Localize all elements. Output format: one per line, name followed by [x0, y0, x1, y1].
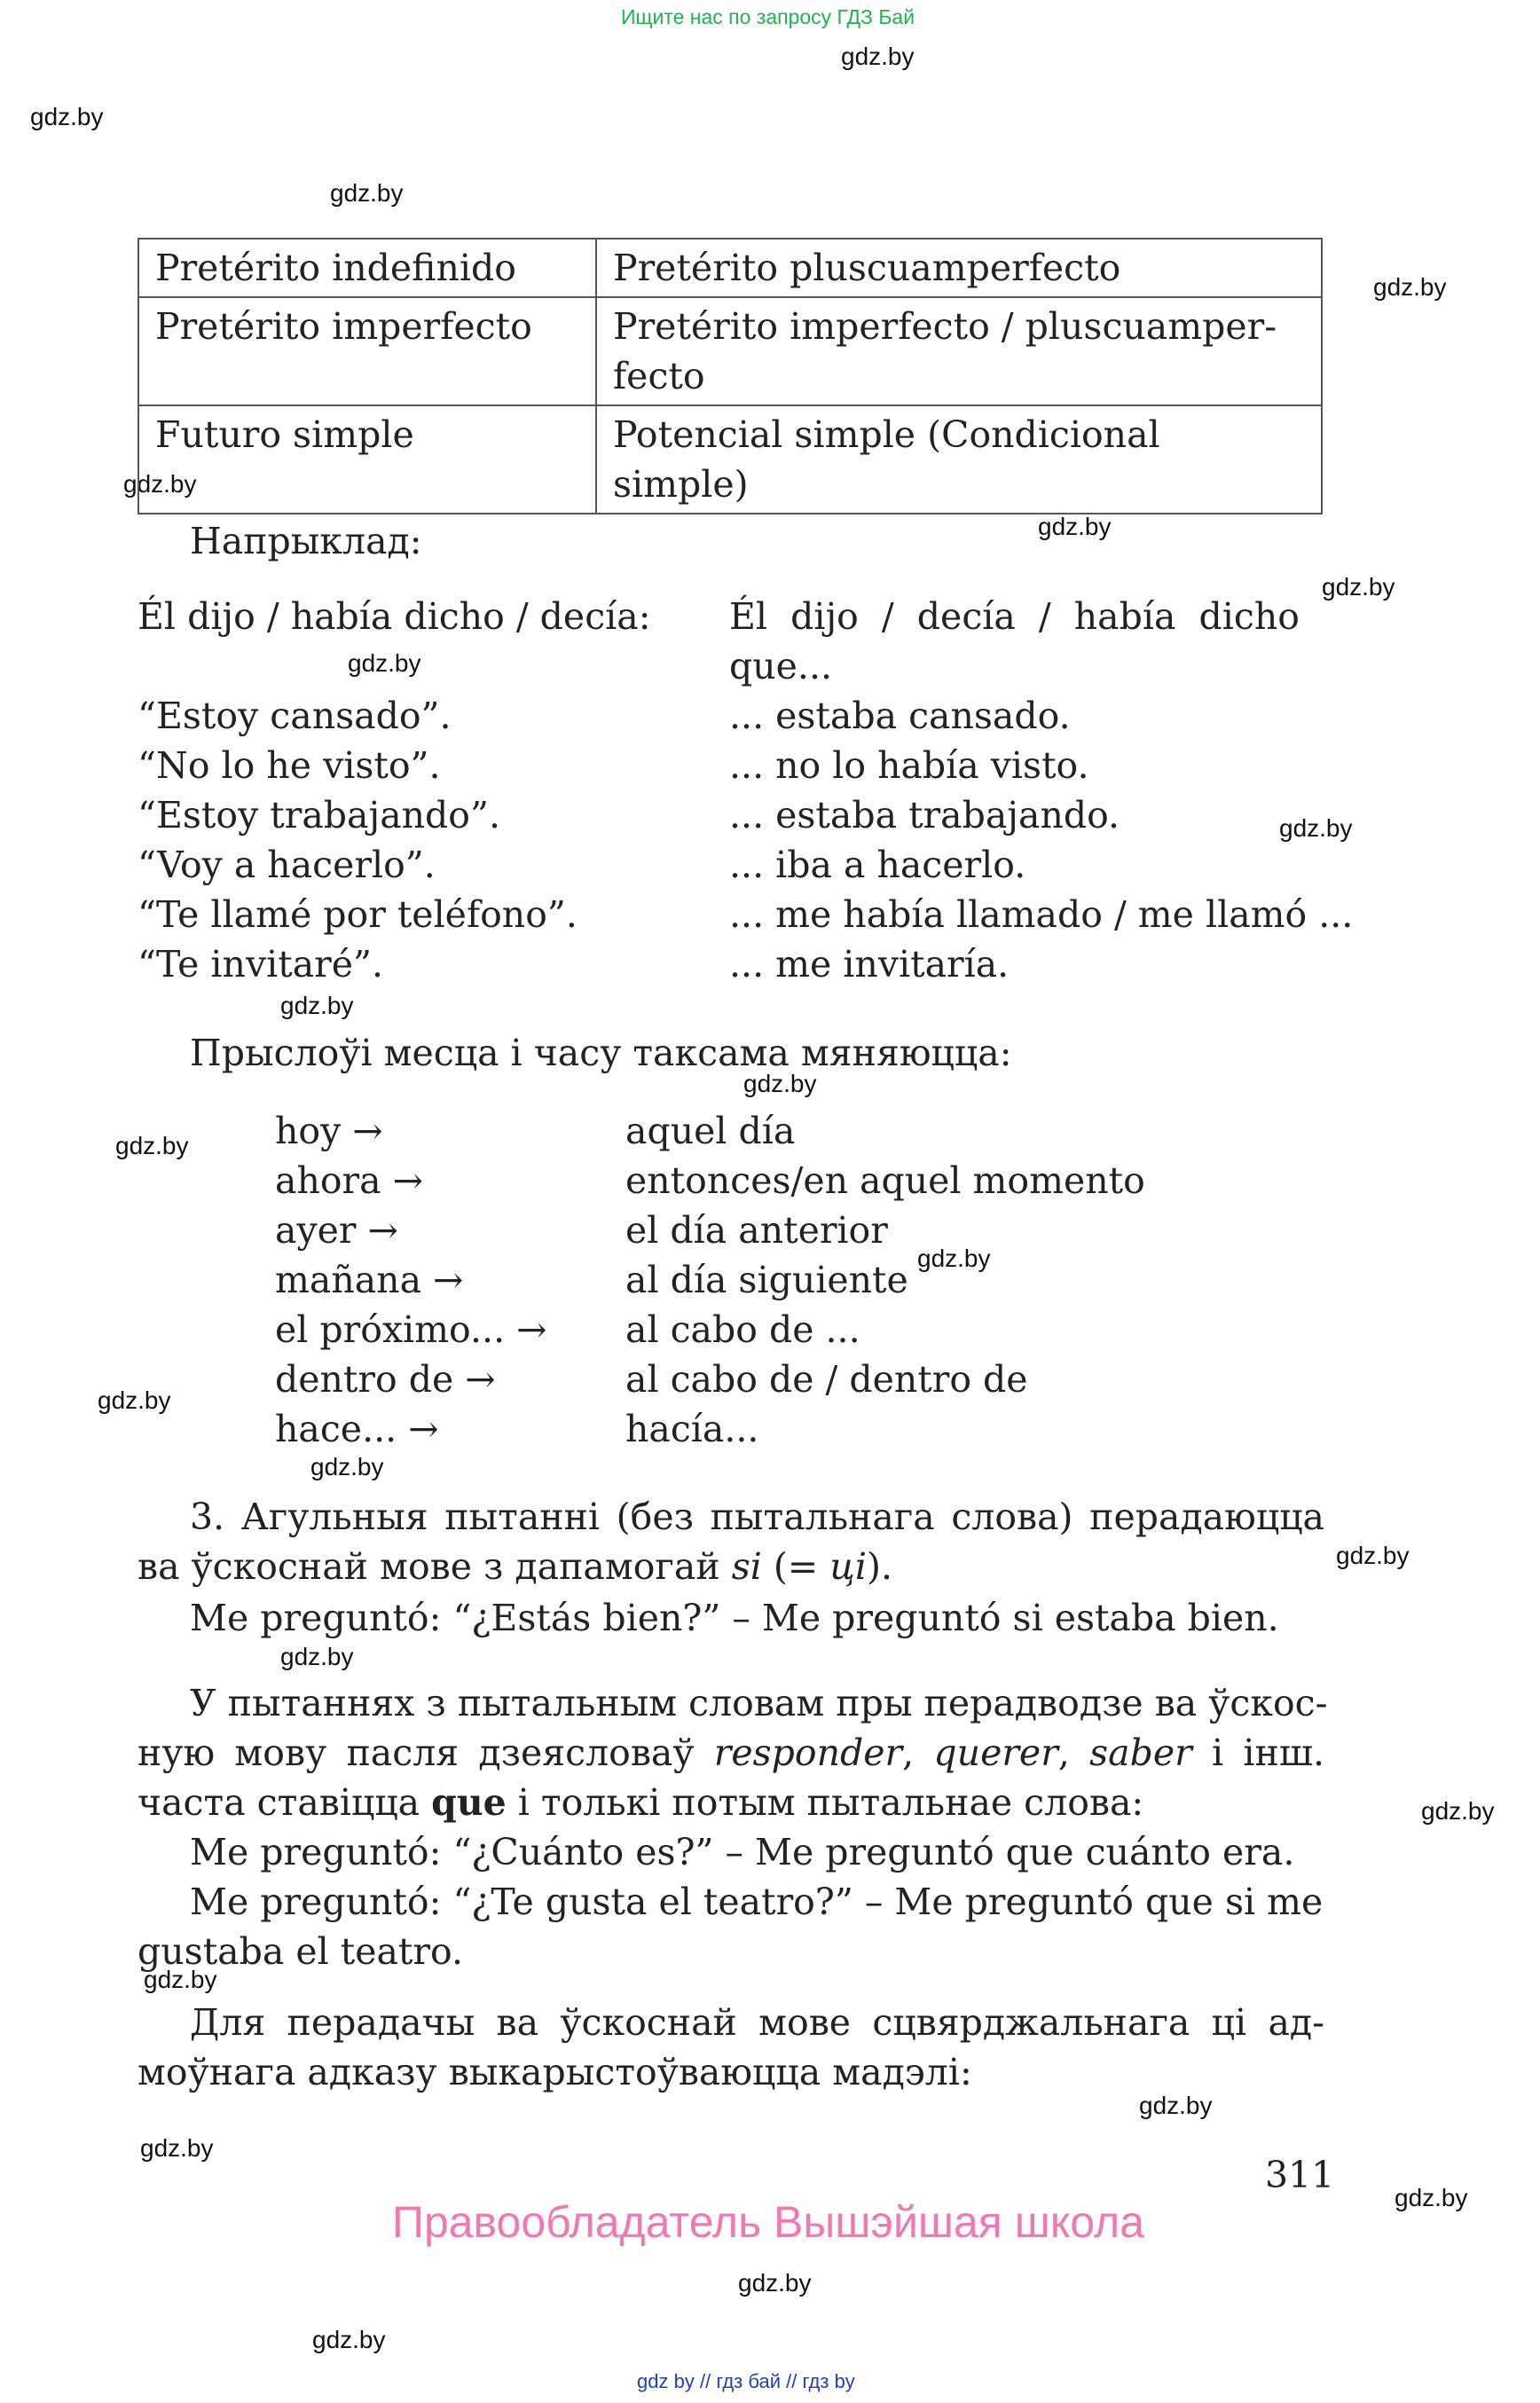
example-left-head: Él dijo / había dicho / decía:	[138, 595, 651, 638]
text: і толькі потым пытальнае слова:	[506, 1781, 1144, 1824]
watermark: gdz.by	[280, 992, 354, 1019]
table-row	[138, 239, 1322, 297]
watermark: gdz.by	[1279, 814, 1353, 842]
section3-line1: 3. Агульныя пытанні (без пытальнага слова) перадаюцца	[190, 1496, 1324, 1538]
verb: saber	[1089, 1732, 1192, 1774]
watermark: gdz.by	[115, 1132, 189, 1159]
si-word: si	[731, 1545, 762, 1588]
watermark: gdz.by	[841, 43, 915, 70]
example-direct: “Voy a hacerlo”.	[138, 844, 436, 886]
page-number: 311	[1265, 2154, 1335, 2196]
footer-link[interactable]: гдз by	[802, 2370, 855, 2392]
watermark: gdz.by	[738, 2269, 812, 2297]
watermark: gdz.by	[123, 470, 197, 498]
ci-word: ці	[829, 1545, 868, 1588]
watermark: gdz.by	[743, 1070, 817, 1097]
top-banner[interactable]: Ищите нас по запросу ГДЗ Бай	[621, 5, 915, 28]
para2-line2: ную мову пасля дзеясловаў responder, querer, saber і інш.	[138, 1732, 1324, 1774]
example-indirect: ... estaba trabajando.	[729, 794, 1120, 836]
example-direct: “No lo he visto”.	[138, 744, 441, 787]
adverb-indirect: al cabo de ...	[625, 1308, 860, 1351]
table-cell: Futuro simple	[138, 405, 596, 514]
example-right-head-cont: que...	[729, 645, 833, 687]
para2-line1: У пытаннях з пытальным словам пры перадводзе ва ўскос-	[190, 1682, 1328, 1724]
que-word: que	[431, 1781, 507, 1824]
adverb-indirect: entonces/en aquel momento	[625, 1159, 1145, 1202]
text: і інш.	[1191, 1732, 1324, 1774]
adverb-indirect: al cabo de / dentro de	[625, 1358, 1028, 1401]
example-indirect: ... no lo había visto.	[729, 744, 1089, 787]
table-cell: Pretérito imperfecto	[138, 297, 596, 405]
para3-line1: Для перадачы ва ўскоснай мове сцвярджальнага ці ад-	[190, 2001, 1324, 2044]
watermark: gdz.by	[348, 649, 421, 677]
adverb-direct: hoy →	[275, 1110, 383, 1152]
example-indirect: ... iba a hacerlo.	[729, 844, 1026, 886]
table-cell-line: Pretérito imperfecto / pluscuamper-	[613, 305, 1277, 348]
text: ).	[867, 1545, 893, 1588]
watermark: gdz.by	[1139, 2092, 1213, 2119]
para2-example: Me preguntó: “¿Cuánto es?” – Me preguntó que cuánto era.	[190, 1831, 1295, 1873]
watermark: gdz.by	[330, 179, 404, 207]
adverb-indirect: hacía...	[625, 1408, 759, 1450]
table-row	[138, 297, 1322, 405]
watermark: gdz.by	[1322, 573, 1395, 601]
text: (=	[761, 1545, 830, 1588]
text: ную мову пасля дзеясловаў	[138, 1732, 714, 1774]
table-cell: Pretérito indefinido	[138, 239, 596, 297]
table-cell: Pretérito pluscuamperfecto	[596, 239, 1322, 297]
example-indirect: ... me había llamado / me llamó ...	[729, 893, 1354, 936]
example-indirect: ... estaba cansado.	[729, 695, 1071, 737]
watermark: gdz.by	[1395, 2184, 1468, 2211]
footer-link[interactable]: гдз бай	[716, 2370, 782, 2392]
watermark: gdz.by	[1373, 273, 1447, 301]
watermark: gdz.by	[1336, 1542, 1410, 1569]
text: часта ставіцца	[138, 1781, 432, 1824]
example-indirect: ... me invitaría.	[729, 943, 1010, 986]
footer-separator: //	[786, 2370, 798, 2392]
para2-example: Me preguntó: “¿Te gusta el teatro?” – Me preguntó que si me	[190, 1881, 1324, 1923]
section3-example: Me preguntó: “¿Estás bien?” – Me preguntó si estaba bien.	[190, 1597, 1279, 1639]
adverb-indirect: el día anterior	[625, 1209, 888, 1252]
table-cell-line: fecto	[613, 355, 705, 397]
example-direct: “Te invitaré”.	[138, 943, 383, 986]
para3-line2: моўнага адказу выкарыстоўваюцца мадэлі:	[138, 2051, 972, 2093]
verb: querer	[933, 1732, 1058, 1774]
watermark: gdz.by	[144, 1966, 217, 1993]
footer-separator: //	[699, 2370, 711, 2392]
watermark: gdz.by	[140, 2134, 214, 2162]
watermark: gdz.by	[310, 1453, 384, 1480]
table-cell: Potencial simple (Condicional simple)	[596, 405, 1322, 514]
adverb-direct: el próximo... →	[275, 1308, 547, 1351]
watermark: gdz.by	[30, 103, 104, 130]
watermark: gdz.by	[1421, 1797, 1495, 1825]
watermark: gdz.by	[1038, 513, 1112, 540]
watermark: gdz.by	[917, 1245, 991, 1272]
adverb-indirect: aquel día	[625, 1110, 796, 1152]
rights-holder: Правообладатель Вышэйшая школа	[392, 2197, 1144, 2247]
adverb-direct: ahora →	[275, 1159, 423, 1202]
footer-link[interactable]: gdz by	[637, 2370, 695, 2392]
example-direct: “Estoy cansado”.	[138, 695, 452, 737]
text: ва ўскоснай мове з дапамогай	[138, 1545, 732, 1588]
verb: responder	[713, 1732, 903, 1774]
section3-line2	[138, 1542, 892, 1591]
example-direct: “Estoy trabajando”.	[138, 794, 500, 836]
watermark: gdz.by	[98, 1386, 171, 1414]
adverb-direct: mañana →	[275, 1259, 464, 1301]
adverbs-intro: Прыслоўі месца і часу таксама мяняюцца:	[190, 1032, 1012, 1074]
para2-line3	[138, 1778, 1143, 1827]
example-intro: Напрыклад:	[190, 520, 422, 562]
tense-table	[138, 238, 1323, 514]
example-right-head: Él dijo / decía / había dicho	[729, 595, 1300, 638]
adverb-direct: hace... →	[275, 1408, 439, 1450]
adverb-direct: dentro de →	[275, 1358, 496, 1401]
table-row	[138, 405, 1322, 514]
watermark: gdz.by	[312, 2326, 386, 2353]
table-cell	[596, 297, 1322, 405]
adverb-indirect: al día siguiente	[625, 1259, 908, 1301]
watermark: gdz.by	[280, 1643, 354, 1670]
adverb-direct: ayer →	[275, 1209, 398, 1252]
para2-example-cont: gustaba el teatro.	[138, 1930, 463, 1973]
footer-links	[637, 2370, 855, 2393]
example-direct: “Te llamé por teléfono”.	[138, 893, 578, 936]
